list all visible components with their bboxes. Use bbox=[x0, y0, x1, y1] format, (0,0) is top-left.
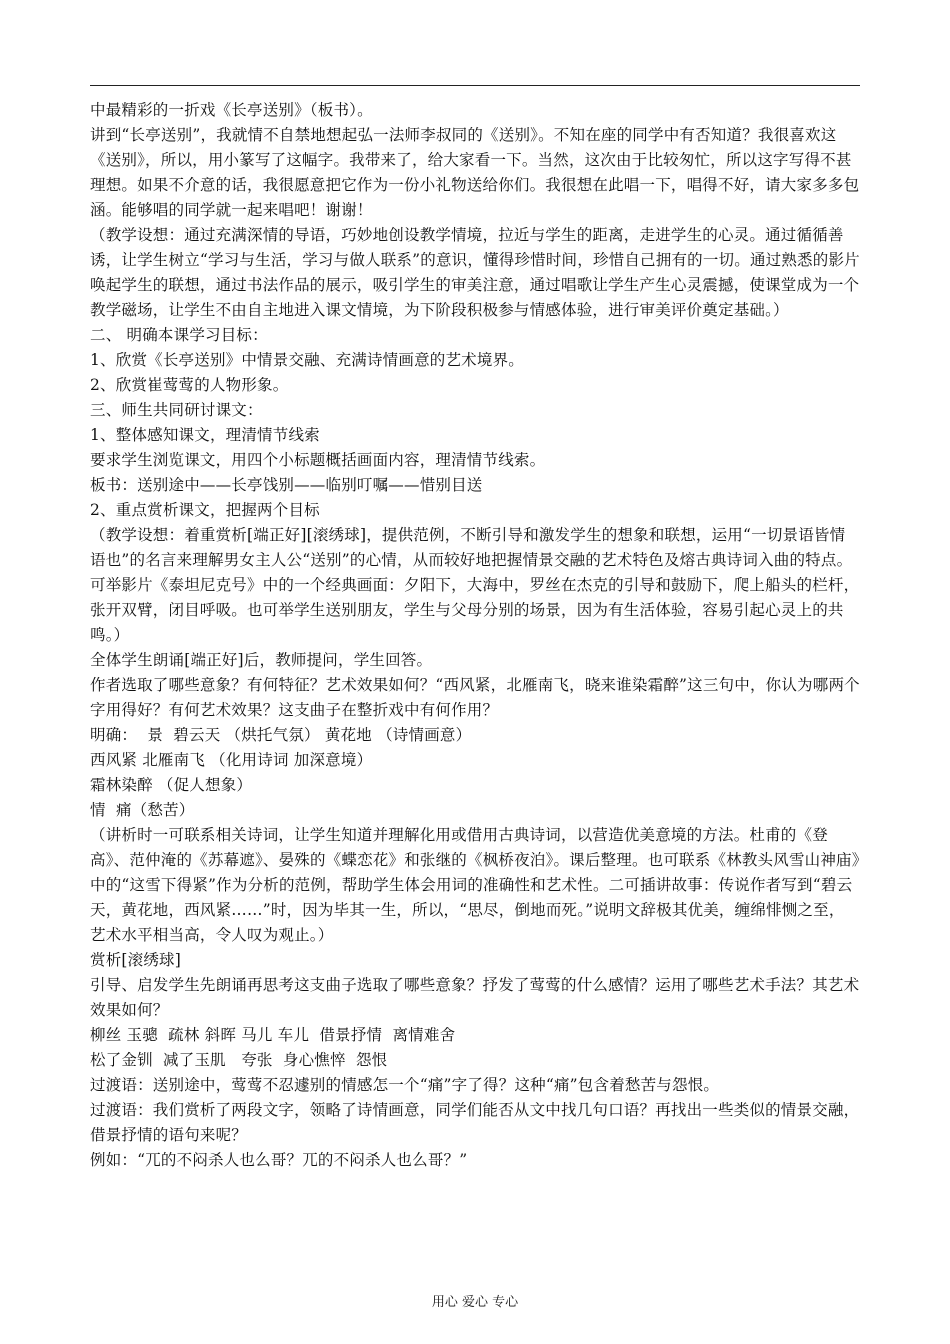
paragraph: 板书：送别途中——长亭饯别——临别叮嘱——惜别目送 bbox=[90, 476, 483, 494]
paragraph: 作者选取了哪些意象？有何特征？艺术效果如何？“西风紧，北雁南飞，晓来谁染霜醉”这三句中，你认为哪两个字用得好？有何艺术效果？这支曲子在整折戏中有何作用？ bbox=[90, 676, 860, 719]
header-rule bbox=[90, 85, 860, 86]
paragraph: 例如：“兀的不闷杀人也么哥？兀的不闷杀人也么哥？” bbox=[90, 1151, 468, 1169]
paragraph: 过渡语：我们赏析了两段文字，领略了诗情画意，同学们能否从文中找几句口语？再找出一些类似的情景交融，借景抒情的语句来呢？ bbox=[90, 1101, 860, 1144]
paragraph: 三、师生共同研讨课文： bbox=[90, 401, 263, 419]
paragraph: （讲析时一可联系相关诗词，让学生知道并理解化用或借用古典诗词，以营造优美意境的方法。杜甫的《登高》、范仲淹的《苏幕遮》、晏殊的《蝶恋花》和张继的《枫桥夜泊》。课后整理。也可联系《林教头风雪山神庙》中的“这雪下得紧”作为分析的范例，帮助学生体会用词的准确性和艺术性。二可插讲故事：传说作者写到“碧云天，黄花地，西风紧……”时，因为毕其一生，所以，“思尽，倒地而死。”说明文辞极其优美，缠绵悱恻之至，艺术水平相当高，令人叹为观止。） bbox=[90, 826, 860, 944]
paragraph: 霜林染醉 （促人想象） bbox=[90, 776, 253, 794]
paragraph: 全体学生朗诵[端正好]后，教师提问，学生回答。 bbox=[90, 651, 433, 669]
paragraph: 2、欣赏崔莺莺的人物形象。 bbox=[90, 376, 289, 394]
paragraph: 引导、启发学生先朗诵再思考这支曲子选取了哪些意象？抒发了莺莺的什么感情？运用了哪些艺术手法？其艺术效果如何？ bbox=[90, 976, 860, 1019]
paragraph: 二、 明确本课学习目标： bbox=[90, 326, 268, 344]
paragraph: 中最精彩的一折戏《长亭送别》（板书）。 bbox=[90, 101, 373, 119]
page-footer: 用心 爱心 专心 bbox=[431, 1295, 519, 1310]
paragraph: 西风紧 北雁南飞 （化用诗词 加深意境） bbox=[90, 751, 373, 769]
paragraph: 过渡语：送别途中，莺莺不忍遽别的情感怎一个“痛”字了得？这种“痛”包含着愁苦与怨恨。 bbox=[90, 1076, 720, 1094]
paragraph: （教学设想：通过充满深情的导语，巧妙地创设教学情境，拉近与学生的距离，走进学生的心灵。通过循循善诱，让学生树立“学习与生活，学习与做人联系”的意识，懂得珍惜时间，珍惜自己拥有的一切。通过熟悉的影片唤起学生的联想，通过书法作品的展示，吸引学生的审美注意，通过唱歌让学生产生心灵震撼，使课堂成为一个教学磁场，让学生不由自主地进入课文情境，为下阶段积极参与情感体验，进行审美评价奠定基础。） bbox=[90, 226, 860, 319]
paragraph: 柳丝 玉骢 疏林 斜晖 马儿 车儿 借景抒情 离情难舍 bbox=[90, 1026, 456, 1044]
paragraph: 情 痛（愁苦） bbox=[90, 801, 195, 819]
paragraph: 讲到“长亭送别”，我就情不自禁地想起弘一法师李叔同的《送别》。不知在座的同学中有否知道？我很喜欢这《送别》，所以，用小篆写了这幅字。我带来了，给大家看一下。当然，这次由于比较匆忙，所以这字写得不甚理想。如果不介意的话，我很愿意把它作为一份小礼物送给你们。我很想在此唱一下，唱得不好，请大家多多包涵。能够唱的同学就一起来唱吧！谢谢！ bbox=[90, 126, 860, 219]
paragraph: 明确： 景 碧云天 （烘托气氛） 黄花地 （诗情画意） bbox=[90, 726, 472, 744]
paragraph: （教学设想：着重赏析[端正好][滚绣球]，提供范例，不断引导和激发学生的想象和联想，运用“一切景语皆情语也”的名言来理解男女主人公“送别”的心情，从而较好地把握情景交融的艺术特色及熔古典诗词入曲的特点。可举影片《泰坦尼克号》中的一个经典画面：夕阳下，大海中，罗丝在杰克的引导和鼓励下，爬上船头的栏杆，张开双臂，闭目呼吸。也可举学生送别朋友，学生与父母分别的场景，因为有生活体验，容易引起心灵上的共鸣。） bbox=[90, 526, 860, 644]
paragraph: 要求学生浏览课文，用四个小标题概括画面内容，理清情节线索。 bbox=[90, 451, 546, 469]
paragraph: 1、整体感知课文，理清情节线索 bbox=[90, 426, 320, 444]
paragraph: 赏析[滚绣球] bbox=[90, 951, 181, 969]
document-body bbox=[90, 98, 860, 1173]
paragraph: 1、欣赏《长亭送别》中情景交融、充满诗情画意的艺术境界。 bbox=[90, 351, 524, 369]
paragraph: 2、重点赏析课文，把握两个目标 bbox=[90, 501, 320, 519]
paragraph: 松了金钏 减了玉肌 夸张 身心憔悴 怨恨 bbox=[90, 1051, 388, 1069]
